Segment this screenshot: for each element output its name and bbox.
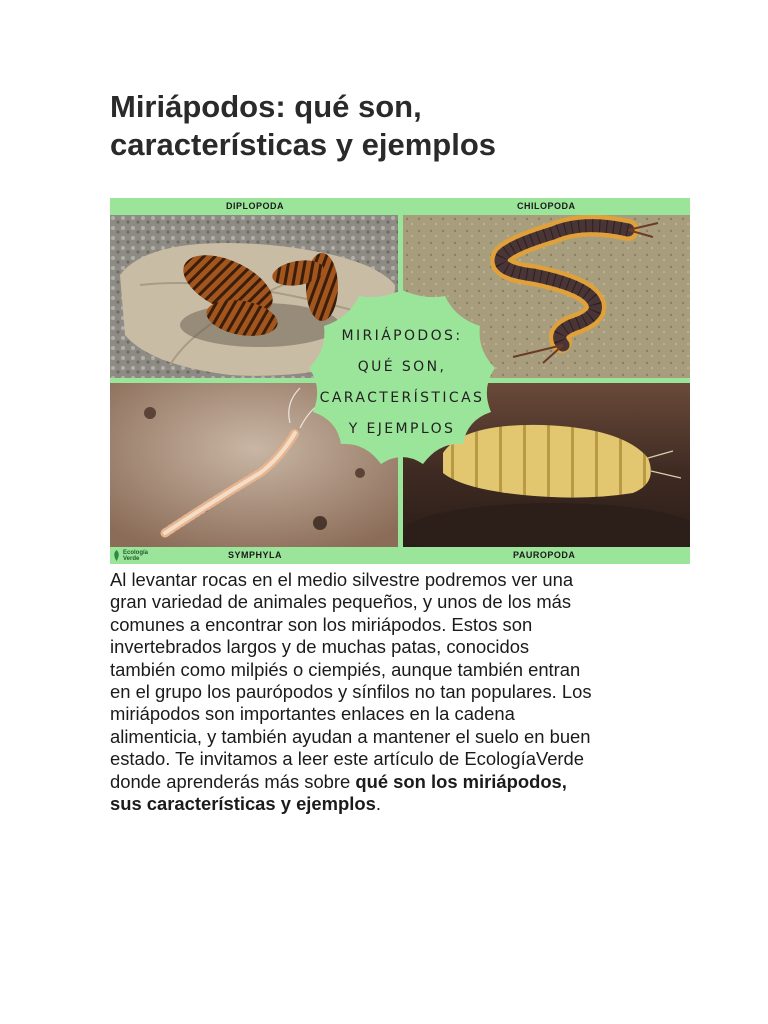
article-title	[110, 88, 670, 164]
article-figure	[110, 198, 690, 564]
ecologiaverde-logo	[112, 548, 148, 563]
figure-top-band	[110, 198, 690, 215]
body-line: comunes a encontrar son los miriápodos. Estos son	[110, 613, 533, 635]
badge-line-4: Y EJEMPLOS	[348, 421, 456, 437]
body-line: miriápodos son importantes enlaces en la cadena	[110, 703, 515, 725]
label-diplopoda: DIPLOPODA	[226, 201, 285, 211]
body-text-plain: donde aprenderás más sobre	[110, 770, 356, 792]
label-symphyla: SYMPHYLA	[228, 550, 283, 560]
label-chilopoda: CHILOPODA	[517, 201, 576, 211]
logo-line-1: Ecología	[123, 549, 149, 556]
body-line: en el grupo los paurópodos y sínfilos no tan populares. Los	[110, 681, 592, 703]
title-badge	[305, 288, 499, 474]
badge-line-2: QUÉ SON,	[357, 359, 447, 375]
body-line: Al levantar rocas en el medio silvestre podremos ver una	[110, 569, 574, 590]
body-line: gran variedad de animales pequeños, y unos de los más	[110, 591, 572, 613]
article-body	[110, 569, 670, 815]
body-text-end: .	[375, 793, 381, 815]
title-line-1: Miriápodos: qué son,	[110, 89, 422, 124]
body-line: también como milpiés o ciempiés, aunque también entran	[110, 658, 581, 680]
body-text-bold: qué son los miriápodos,	[355, 770, 567, 792]
leaf-icon	[112, 550, 121, 561]
body-line: alimenticia, y también ayudan a mantener el suelo en buen	[110, 725, 591, 747]
body-line	[110, 793, 670, 815]
title-line-2: características y ejemplos	[110, 127, 497, 162]
badge-line-1: MIRIÁPODOS:	[341, 328, 463, 344]
body-text-bold: sus características y ejemplos	[110, 793, 376, 815]
logo-line-2: Verde	[123, 555, 140, 562]
badge-line-3: CARACTERÍSTICAS	[319, 390, 485, 406]
body-line	[110, 771, 670, 793]
figure-bottom-band	[110, 547, 690, 564]
body-line: estado. Te invitamos a leer este artículo de EcologíaVerde	[110, 748, 585, 770]
label-pauropoda: PAUROPODA	[513, 550, 576, 560]
body-line: invertebrados largos y de muchas patas, conocidos	[110, 636, 530, 658]
